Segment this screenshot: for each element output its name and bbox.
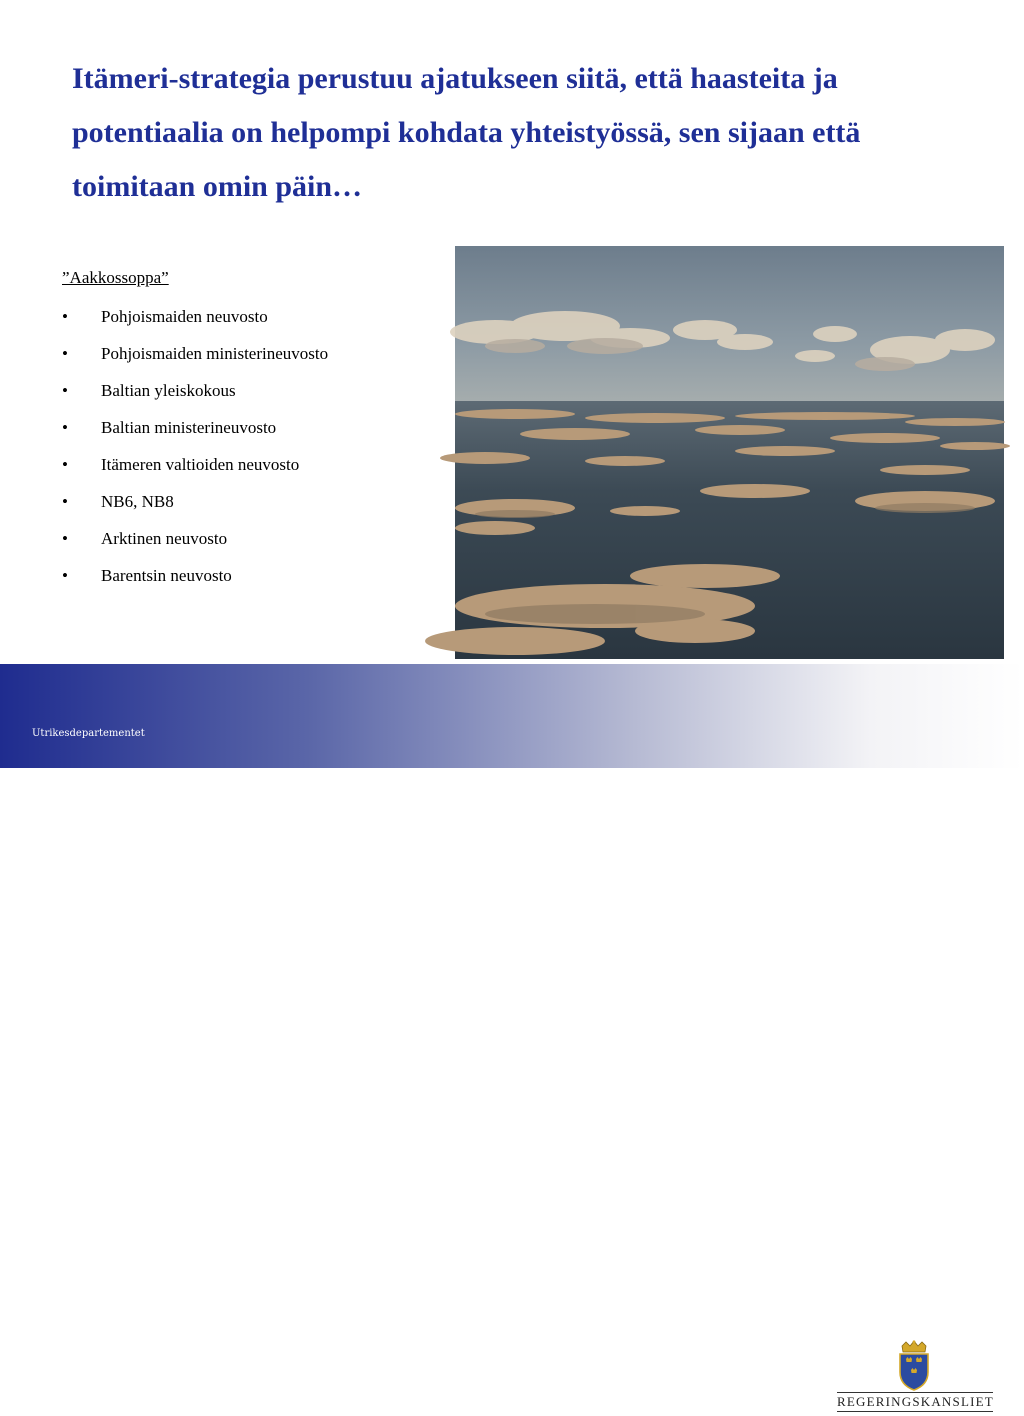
list-item: • Pohjoismaiden ministerineuvosto	[62, 335, 442, 372]
slide-title: Itämeri-strategia perustuu ajatukseen siitä, että haasteita ja potentiaalia on helpompi kohdata yhteistyössä, sen sijaan että toimitaan omin päin…	[72, 62, 861, 203]
archipelago-photo	[455, 246, 1004, 659]
three-crowns-crest-icon	[896, 1340, 932, 1392]
list-item: • Pohjoismaiden neuvosto	[62, 298, 442, 335]
bullet-list	[62, 298, 442, 594]
regeringskansliet-logo	[837, 1340, 993, 1416]
logo-rule-top	[837, 1392, 993, 1393]
list-item: • Itämeren valtioiden neuvosto	[62, 446, 442, 483]
logo-text: REGERINGSKANSLIET	[837, 1394, 994, 1409]
footer-bar	[0, 664, 1024, 1409]
list-item: • Arktinen neuvosto	[62, 520, 442, 557]
list-heading: ”Aakkossoppa”	[62, 268, 169, 287]
footer-department: Utrikesdepartementet	[32, 728, 145, 739]
list-item: • NB6, NB8	[62, 483, 442, 520]
logo-rule-bottom	[837, 1411, 993, 1412]
list-item: • Baltian ministerineuvosto	[62, 409, 442, 446]
bullet-list-section	[62, 268, 442, 594]
list-item: • Baltian yleiskokous	[62, 372, 442, 409]
list-item: • Barentsin neuvosto	[62, 557, 442, 594]
